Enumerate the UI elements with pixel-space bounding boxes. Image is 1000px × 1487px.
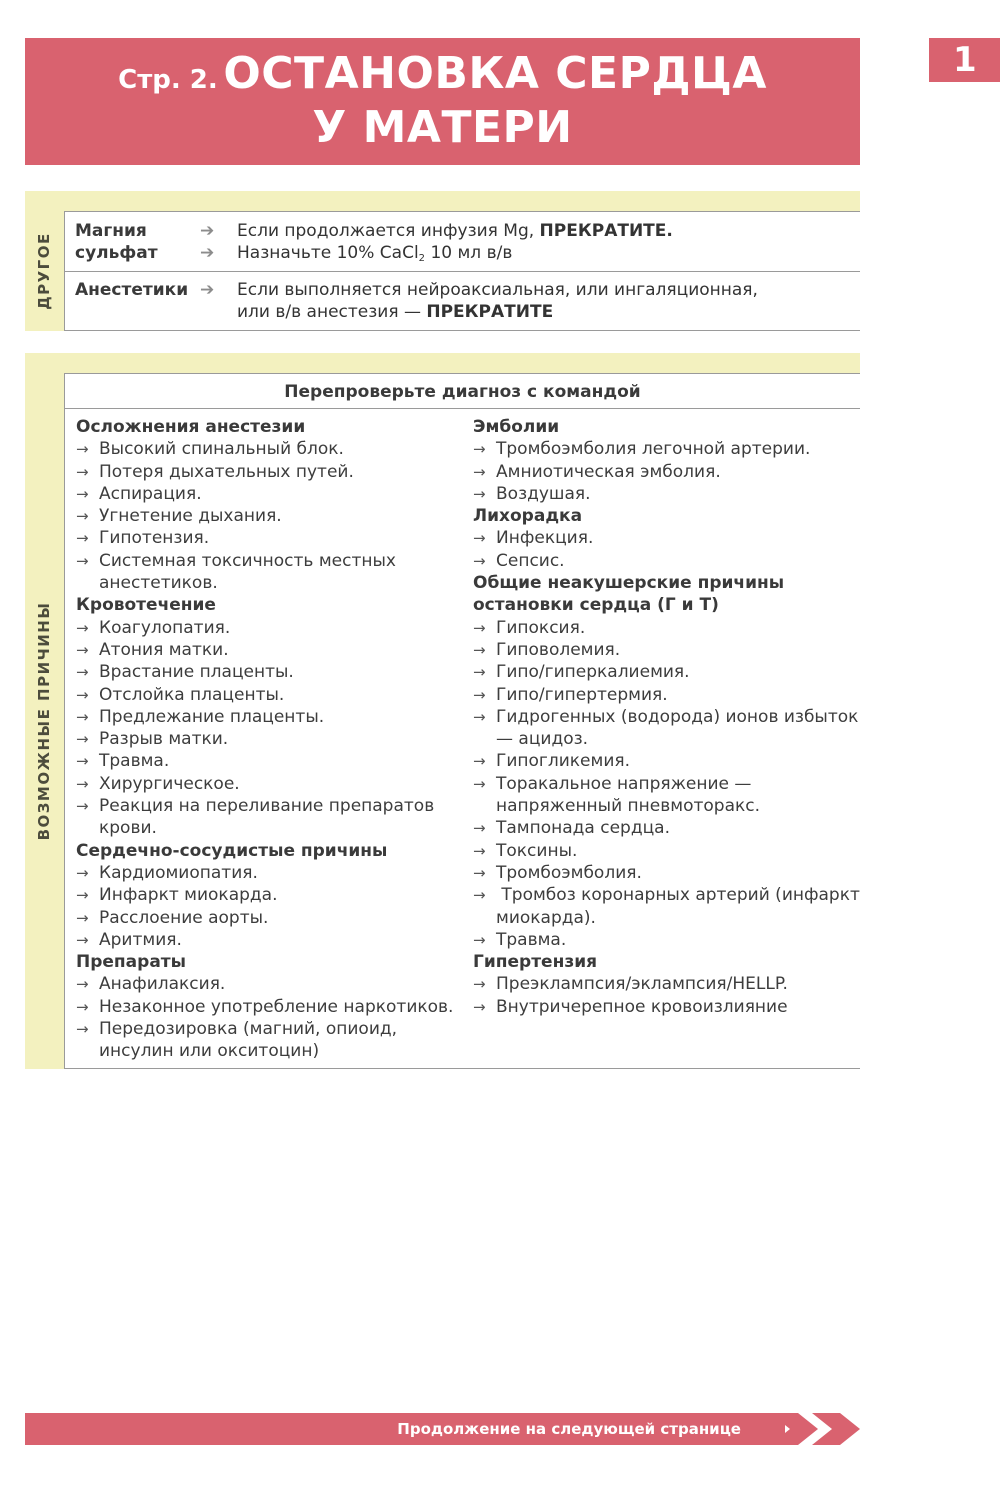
cause-item-text: Незаконное употребление наркотиков. <box>99 996 454 1017</box>
cause-item-text: Гипотензия. <box>99 528 210 549</box>
arrow-icon: ➔ <box>200 221 215 241</box>
page-title-line1 <box>25 48 860 99</box>
cause-item-text: Системная токсичность местных анестетиков. <box>99 550 396 594</box>
cause-item-text: Преэклампсия/эклампсия/HELLP. <box>496 974 788 995</box>
page-title: ОСТАНОВКА СЕРДЦА <box>223 48 767 99</box>
magnesium-label-1: Магния <box>75 221 147 241</box>
section-other-tab <box>25 211 64 331</box>
cause-list-item <box>473 996 863 1018</box>
causes-right-column <box>473 416 863 1018</box>
cacl-text: Назначьте 10% CaCl <box>237 243 419 263</box>
cause-list-item <box>76 505 461 527</box>
page-header <box>25 38 860 165</box>
cause-list-item <box>473 639 863 661</box>
section-other <box>25 191 860 331</box>
cause-item-text: Гидрогенных (водорода) ионов избыток — ацидоз. <box>496 706 859 750</box>
cause-list-item <box>76 862 461 884</box>
cause-group-heading: Сердечно-сосудистые причины <box>76 840 388 861</box>
cause-list-item <box>76 550 461 595</box>
cause-item-text: Отслойка плаценты. <box>99 684 285 705</box>
cause-list-item <box>76 461 461 483</box>
cause-list-item <box>76 639 461 661</box>
cause-list-item <box>76 795 461 840</box>
magnesium-instruction-2 <box>237 242 512 270</box>
cause-list-item <box>76 907 461 929</box>
cause-item-text: Высокий спинальный блок. <box>99 439 344 460</box>
cause-list-item <box>473 527 863 549</box>
cause-list-item <box>76 661 461 683</box>
cause-item-text: Гипо/гипертермия. <box>496 684 668 705</box>
magnesium-text-1: Если продолжается инфузия Mg, <box>237 221 540 241</box>
cause-item-text: Анафилаксия. <box>99 974 226 995</box>
cause-item-text: Коагулопатия. <box>99 617 231 638</box>
cause-list-item <box>473 973 863 995</box>
arrow-icon: ➔ <box>200 243 215 263</box>
cause-list-item <box>76 684 461 706</box>
cause-list-item <box>473 840 863 862</box>
cause-item-text: Тромбоэмболия легочной артерии. <box>496 439 811 460</box>
cause-list-item <box>473 483 863 505</box>
section-other-label: ДРУГОЕ <box>35 232 53 310</box>
cause-item-text: Атония матки. <box>99 639 229 660</box>
cause-item-text: Инфаркт миокарда. <box>99 885 278 906</box>
cause-item-text: Угнетение дыхания. <box>99 506 282 527</box>
cause-list-item <box>76 750 461 772</box>
magnesium-label-2: сульфат <box>75 243 158 263</box>
cause-item-text: Тампонада сердца. <box>496 818 670 839</box>
page-number: 1 <box>929 38 1000 82</box>
section-causes <box>25 353 860 1069</box>
continue-banner: Продолжение на следующей странице <box>25 1413 785 1445</box>
cause-list-item <box>76 773 461 795</box>
cause-list-item <box>473 706 863 751</box>
cause-list-item <box>473 684 863 706</box>
magnesium-instruction-1 <box>237 220 673 242</box>
cause-list-item <box>473 617 863 639</box>
cause-list-item <box>76 929 461 951</box>
arrow-icon: ➔ <box>200 280 215 300</box>
cause-list-item <box>473 438 863 460</box>
cause-list-item <box>76 1018 461 1063</box>
cause-item-text: Воздушая. <box>496 483 591 504</box>
cause-item-text: Аритмия. <box>99 929 182 950</box>
cause-item-text: Токсины. <box>496 840 578 861</box>
cause-item-text: Хирургическое. <box>99 773 240 794</box>
cause-group-heading: Осложнения анестезии <box>76 417 306 437</box>
section-other-box <box>64 211 860 331</box>
magnesium-row <box>65 220 860 272</box>
section-causes-tab <box>25 373 64 1069</box>
section-causes-box <box>64 373 860 1069</box>
cause-list-item <box>76 617 461 639</box>
cause-item-text: Кардиомиопатия. <box>99 862 258 883</box>
page-prefix: Стр. 2. <box>118 65 218 95</box>
cacl-subscript: 2 <box>418 253 426 264</box>
anesthetics-text-2: или в/в анестезия — <box>237 302 427 322</box>
cause-item-text: Предлежание плаценты. <box>99 706 325 727</box>
cacl-dose: 10 мл в/в <box>425 243 513 263</box>
cause-list-item <box>76 706 461 728</box>
anesthetics-label: Анестетики <box>75 280 189 300</box>
cause-item-text: Аспирация. <box>99 483 202 504</box>
cause-item-text: Травма. <box>496 929 567 950</box>
anesthetics-instruction-1: Если выполняется нейроаксиальная, или ингаляционная, <box>237 280 758 300</box>
anesthetics-instruction-2 <box>237 301 553 323</box>
cause-list-item <box>473 661 863 683</box>
cause-group-heading: Препараты <box>76 952 187 973</box>
page-title-line2: У МАТЕРИ <box>312 102 573 153</box>
cause-list-item <box>473 750 863 772</box>
cause-item-text: Разрыв матки. <box>99 729 229 750</box>
section-causes-label: ВОЗМОЖНЫЕ ПРИЧИНЫ <box>35 601 53 841</box>
cause-item-text: Гипогликемия. <box>496 751 631 772</box>
causes-header: Перепроверьте диагноз с командой <box>65 374 860 409</box>
cause-item-text: Гипоксия. <box>496 617 586 638</box>
cause-list-item <box>76 973 461 995</box>
cause-list-item <box>76 728 461 750</box>
cause-item-text: Амниотическая эмболия. <box>496 461 721 482</box>
cause-group-heading: Гипертензия <box>473 952 598 973</box>
cause-list-item <box>76 884 461 906</box>
cause-list-item <box>473 884 863 929</box>
cause-item-text: Гиповолемия. <box>496 639 621 660</box>
cause-list-item <box>76 483 461 505</box>
cause-group-heading: Лихорадка <box>473 506 583 527</box>
cause-list-item <box>473 929 863 951</box>
cause-list-item <box>473 773 863 818</box>
magnesium-stop: ПРЕКРАТИТЕ. <box>539 221 673 241</box>
cause-item-text: Сепсис. <box>496 550 565 571</box>
cause-list-item <box>473 550 863 572</box>
cause-item-text: Торакальное напряжение — напряженный пневмоторакс. <box>496 773 761 817</box>
causes-left-column <box>76 416 461 1063</box>
cause-item-text: Внутричерепное кровоизлияние <box>496 996 788 1017</box>
cause-item-text: Расслоение аорты. <box>99 907 269 928</box>
cause-item-text: Врастание плаценты. <box>99 662 294 683</box>
cause-list-item <box>76 527 461 549</box>
cause-list-item <box>76 438 461 460</box>
cause-item-text: Инфекция. <box>496 528 594 549</box>
cause-group-heading: Общие неакушерские причины остановки сердца (Г и Т) <box>473 573 785 616</box>
cause-item-text: Травма. <box>99 751 170 772</box>
cause-group-heading: Кровотечение <box>76 595 216 616</box>
cause-list-item <box>76 996 461 1018</box>
cause-item-text: Гипо/гиперкалиемия. <box>496 662 690 683</box>
cause-item-text: Передозировка (магний, опиоид, инсулин или окситоцин) <box>99 1019 398 1062</box>
cause-list-item <box>473 862 863 884</box>
cause-group-heading: Эмболии <box>473 417 560 437</box>
cause-item-text: Потеря дыхательных путей. <box>99 461 354 482</box>
chevron-right-icon <box>770 1413 862 1445</box>
cause-item-text: Реакция на переливание препаратов крови. <box>99 796 435 839</box>
cause-item-text: Тромбоз коронарных артерий (инфаркт миокарда). <box>496 885 860 928</box>
cause-item-text: Тромбоэмболия. <box>496 862 642 883</box>
cause-list-item <box>473 817 863 839</box>
cause-list-item <box>473 461 863 483</box>
anesthetics-stop: ПРЕКРАТИТЕ <box>426 302 554 322</box>
